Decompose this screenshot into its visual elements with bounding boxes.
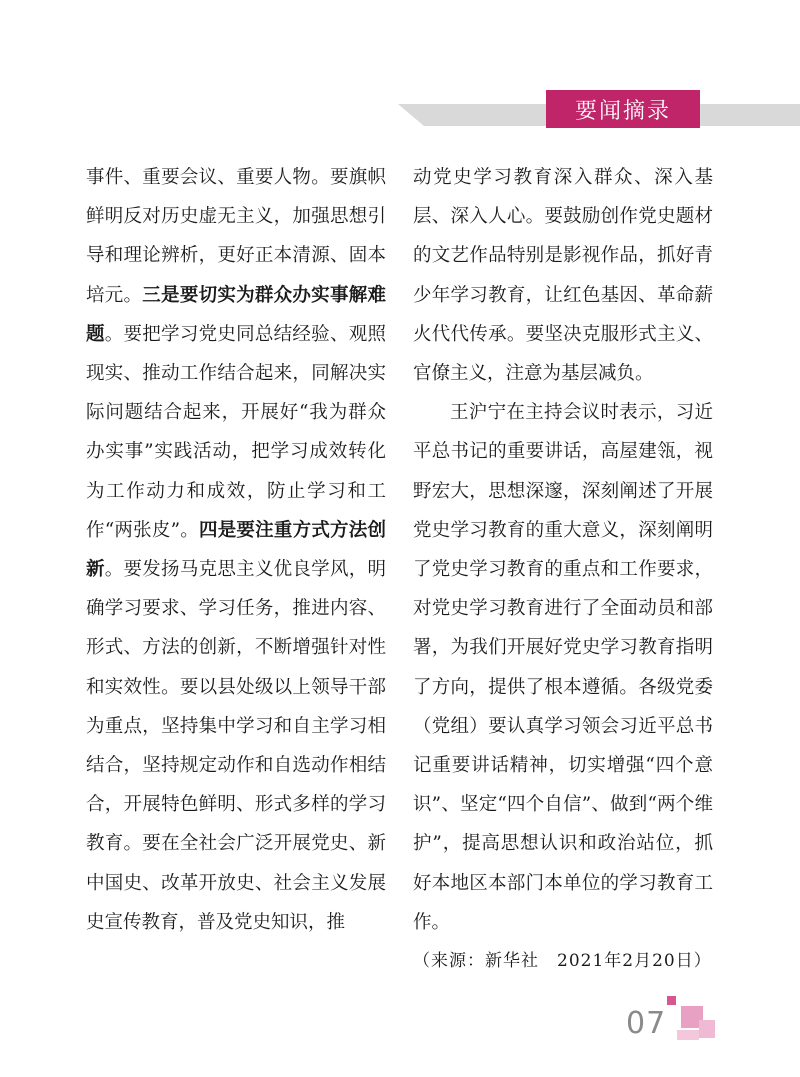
source-attribution: （来源：新华社 2021年2月20日）: [413, 951, 712, 972]
decor-square: [677, 1030, 699, 1040]
right-paragraph-1: 动党史学习教育深入群众、深入基层、深入人心。要鼓励创作党史题材的文艺作品特别是影视作品，抓好青少年学习教育，让红色基因、革命薪火代代传承。要坚决克服形式主义、官僚主义，注意为基层减负。: [413, 167, 713, 385]
text-run: 。要发扬马克思主义优良学风，明确学习要求、学习任务，推进内容、形式、方法的创新，不断增强针对性和实效性。要以县处级以上领导干部为重点，坚持集中学习和自主学习相结合，坚持规定动作和自选动作相结合，开展特色鲜明、形式多样的学习教育。要在全社会广泛开展党史、新中国史、改革开放史、社会主义发展史宣传教育，普及党史知识，推: [86, 559, 386, 933]
decor-square: [667, 996, 676, 1005]
right-paragraph-2: 王沪宁在主持会议时表示，习近平总书记的重要讲话，高屋建瓴，视野宏大，思想深邃，深刻阐述了开展党史学习教育的重大意义，深刻阐明了党史学习教育的重点和工作要求，对党史学习教育进行了全面动员和部署，为我们开展好党史学习教育指明了方向，提供了根本遵循。各级党委（党组）要认真学习领会习近平总书记重要讲话精神，切实增强“四个意识”、坚定“四个自信”、做到“两个维护”，提高思想认识和政治站位，抓好本地区本部门本单位的学习教育工作。: [413, 402, 713, 933]
article-right-column: [413, 158, 713, 981]
text-run: 事件、重要会议、重要人物。要旗帜鲜明反对历史虚无主义，加强思想引导和理论辨析，更好正本清源、固本培元。: [86, 167, 386, 306]
text-run: 。要把学习党史同总结经验、观照现实、推动工作结合起来，同解决实际问题结合起来，开展好“我为群众办实事”实践活动，把学习成效转化为工作动力和成效，防止学习和工作“两张皮”。: [86, 323, 386, 541]
article-left-column: [86, 158, 386, 942]
page-number: 07: [626, 1006, 667, 1041]
section-title: 要闻摘录: [546, 90, 700, 128]
emphasis-point-three: 三是要切实为群众办实事解难题: [86, 284, 386, 345]
left-paragraph: [86, 158, 386, 942]
decor-square: [699, 1020, 715, 1038]
emphasis-point-four: 四是要注重方式方法创新: [86, 519, 386, 581]
